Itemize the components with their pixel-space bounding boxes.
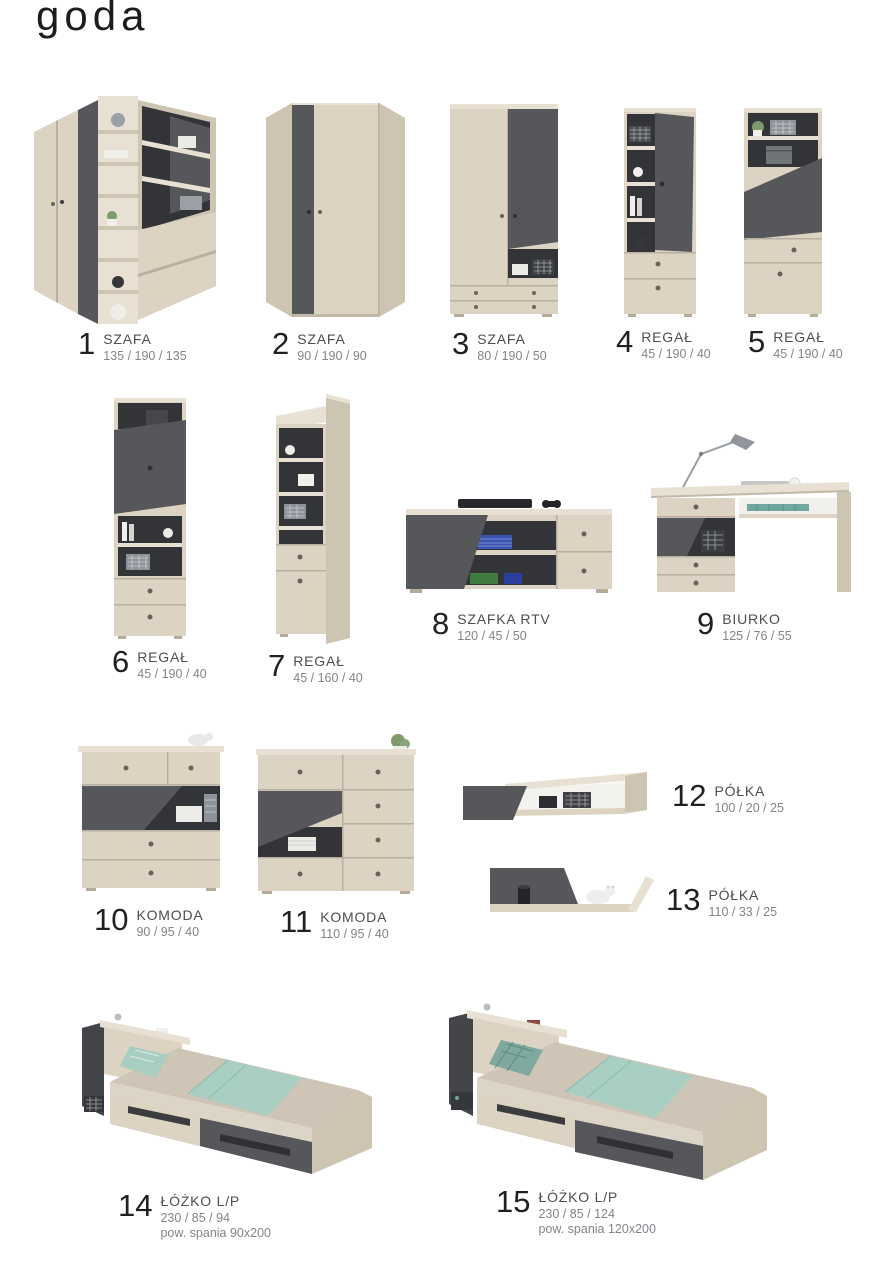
bed-illustration bbox=[60, 998, 397, 1186]
product-name: SZAFA bbox=[103, 331, 152, 347]
product-5-photo-bookcase bbox=[736, 100, 830, 322]
product-name: REGAŁ bbox=[641, 329, 693, 345]
product-number: 6 bbox=[112, 644, 130, 679]
product-dims: 135 / 190 / 135 bbox=[103, 349, 187, 363]
product-name: BIURKO bbox=[722, 611, 781, 627]
wardrobe-illustration bbox=[442, 96, 567, 324]
product-extra: pow. spania 120x200 bbox=[538, 1222, 656, 1236]
product-number: 2 bbox=[272, 326, 290, 361]
product-name: PÓŁKA bbox=[714, 783, 766, 799]
product-name: ŁÓŻKO L/P bbox=[538, 1189, 619, 1205]
product-dims: 80 / 190 / 50 bbox=[477, 349, 547, 363]
tv-cabinet-illustration bbox=[400, 487, 620, 601]
product-7-photo-bookcase bbox=[268, 388, 358, 650]
product-name: PÓŁKA bbox=[708, 887, 760, 903]
product-12-photo-wall-shelf bbox=[455, 768, 653, 830]
product-4-photo-bookcase bbox=[616, 100, 704, 322]
product-10-photo-chest bbox=[70, 730, 232, 900]
product-name: ŁÓŻKO L/P bbox=[160, 1193, 241, 1209]
bookcase-illustration bbox=[106, 390, 194, 643]
product-name: REGAŁ bbox=[293, 653, 345, 669]
product-name: REGAŁ bbox=[137, 649, 189, 665]
wall-shelf-illustration bbox=[478, 860, 660, 932]
bed-illustration bbox=[425, 992, 793, 1190]
product-name: KOMODA bbox=[320, 909, 388, 925]
product-9-photo-desk bbox=[643, 428, 861, 600]
product-number: 7 bbox=[268, 648, 286, 683]
product-dims: 90 / 190 / 90 bbox=[297, 349, 367, 363]
product-dims: 110 / 95 / 40 bbox=[320, 927, 389, 941]
corner-wardrobe-illustration bbox=[20, 88, 230, 326]
product-number: 5 bbox=[748, 324, 766, 359]
chest-illustration bbox=[70, 730, 232, 900]
brand-logo: goda bbox=[36, 0, 150, 39]
product-3-photo-wardrobe bbox=[442, 96, 567, 324]
product-extra: pow. spania 90x200 bbox=[160, 1226, 271, 1240]
product-dims: 230 / 85 / 94 bbox=[160, 1211, 230, 1225]
product-number: 4 bbox=[616, 324, 634, 359]
product-number: 9 bbox=[697, 606, 715, 641]
bookcase-illustration bbox=[268, 388, 358, 650]
wall-shelf-illustration bbox=[455, 768, 653, 830]
product-number: 12 bbox=[672, 778, 707, 813]
product-15-photo-bed bbox=[425, 992, 793, 1190]
product-dims: 120 / 45 / 50 bbox=[457, 629, 527, 643]
product-dims: 45 / 160 / 40 bbox=[293, 671, 363, 685]
product-11-photo-chest bbox=[250, 733, 427, 903]
product-number: 13 bbox=[666, 882, 701, 917]
product-dims: 100 / 20 / 25 bbox=[714, 801, 784, 815]
product-dims: 90 / 95 / 40 bbox=[136, 925, 200, 939]
product-number: 10 bbox=[94, 902, 129, 937]
bookcase-illustration bbox=[736, 100, 830, 322]
product-number: 11 bbox=[280, 904, 313, 939]
product-number: 14 bbox=[118, 1188, 153, 1223]
product-number: 3 bbox=[452, 326, 470, 361]
product-1-photo-corner-wardrobe bbox=[20, 88, 230, 326]
product-number: 1 bbox=[78, 326, 96, 361]
product-13-photo-wall-shelf bbox=[478, 860, 660, 932]
product-name: KOMODA bbox=[136, 907, 204, 923]
product-name: SZAFA bbox=[477, 331, 526, 347]
product-dims: 45 / 190 / 40 bbox=[641, 347, 711, 361]
bookcase-illustration bbox=[616, 100, 704, 322]
product-2-photo-corner-wardrobe bbox=[258, 96, 413, 324]
product-6-photo-bookcase bbox=[106, 390, 194, 643]
product-name: SZAFA bbox=[297, 331, 346, 347]
product-dims: 45 / 190 / 40 bbox=[137, 667, 207, 681]
product-dims: 125 / 76 / 55 bbox=[722, 629, 792, 643]
product-dims: 230 / 85 / 124 bbox=[538, 1207, 615, 1221]
product-14-photo-bed bbox=[60, 998, 397, 1186]
chest-illustration bbox=[250, 733, 427, 903]
product-8-photo-tv-cabinet bbox=[400, 487, 620, 601]
product-number: 8 bbox=[432, 606, 450, 641]
product-dims: 110 / 33 / 25 bbox=[708, 905, 778, 919]
product-name: REGAŁ bbox=[773, 329, 825, 345]
product-name: SZAFKA RTV bbox=[457, 611, 551, 627]
desk-illustration bbox=[643, 428, 861, 600]
product-dims: 45 / 190 / 40 bbox=[773, 347, 843, 361]
corner-wardrobe-front-illustration bbox=[258, 96, 413, 324]
product-number: 15 bbox=[496, 1184, 531, 1219]
